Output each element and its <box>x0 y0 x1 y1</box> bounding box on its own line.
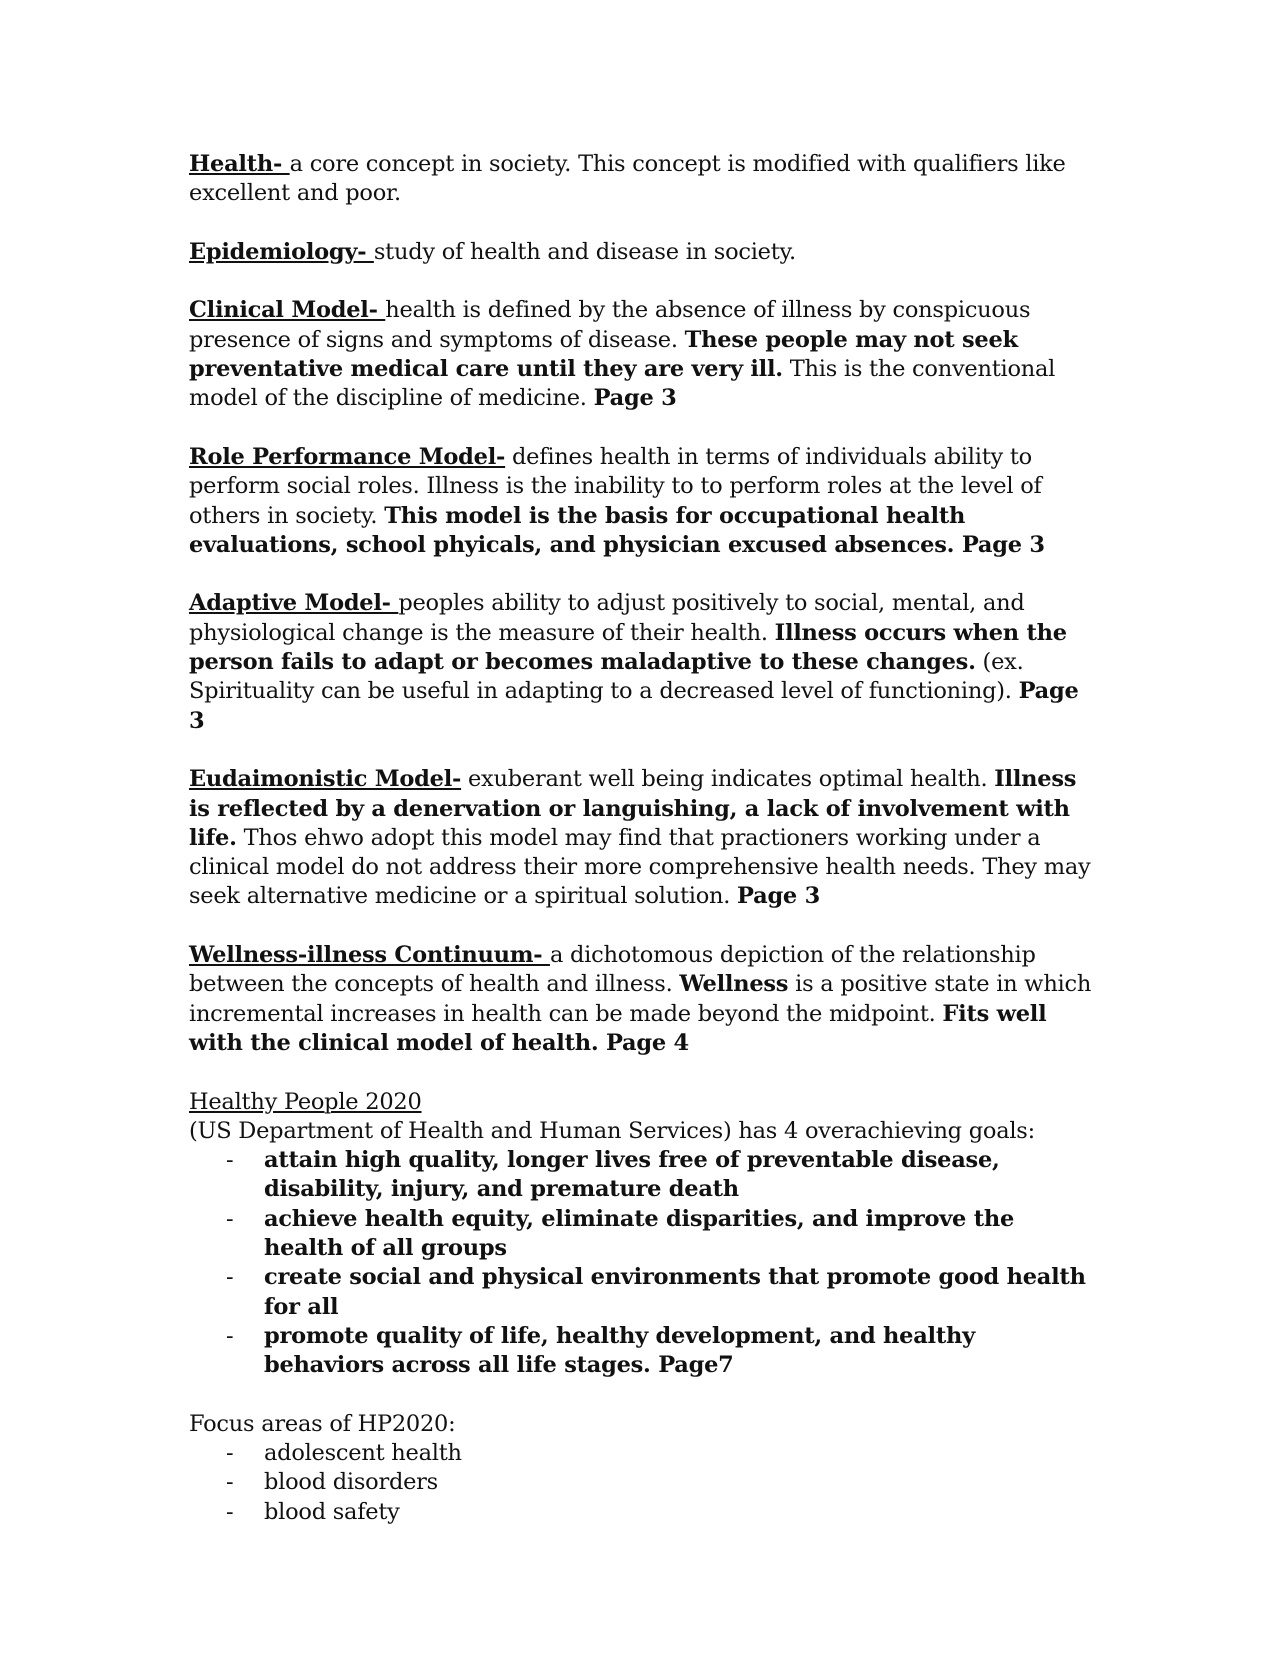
epidemiology-definition <box>189 238 1099 267</box>
dash-bullet: - <box>226 1264 234 1291</box>
goal-text: create social and physical environments that promote good health for all <box>264 1264 1086 1320</box>
list-item <box>189 1322 1099 1381</box>
focus-area-text: adolescent health <box>264 1440 462 1467</box>
health-definition <box>189 150 1099 209</box>
list-item <box>189 1146 1099 1205</box>
list-item <box>189 1498 1099 1527</box>
document-body <box>189 150 1099 1556</box>
adaptive-bold-1: Illness occurs when the person fails to adapt or becomes maladaptive to these changes. <box>189 619 1067 676</box>
list-item <box>189 1205 1099 1264</box>
dash-bullet: - <box>226 1147 234 1174</box>
clinical-model-definition <box>189 296 1099 413</box>
term-role-performance-model: Role Performance Model- <box>189 443 506 470</box>
adaptive-text-2: (ex. Spirituality can be useful in adapting to a decreased level of functioning). <box>189 649 1024 705</box>
list-item <box>189 1439 1099 1468</box>
dash-bullet: - <box>226 1322 234 1349</box>
eudaimonistic-bold-1: Illness is reflected by a denervation or languishing, a lack of involvement with life. <box>189 766 1077 851</box>
wellness-illness-continuum-definition <box>189 941 1099 1058</box>
list-item <box>189 1468 1099 1497</box>
term-adaptive-model: Adaptive Model- <box>189 590 399 617</box>
focus-area-text: blood disorders <box>264 1469 438 1496</box>
eudaimonistic-text-1: exuberant well being indicates optimal health. <box>461 766 995 793</box>
clinical-text-2: This is the conventional model of the discipline of medicine. <box>189 356 1056 412</box>
adaptive-text-1: peoples ability to adjust positively to social, mental, and physiological change is the measure of their health. <box>189 590 1025 646</box>
eudaimonistic-text-2: Thos ehwo adopt this model may find that practioners working under a clinical model do not address their more comprehensive health needs. They may seek alternative medicine or a spiritual solution. <box>189 824 1091 910</box>
eudaimonistic-model-definition <box>189 765 1099 911</box>
term-health: Health- <box>189 151 290 177</box>
term-epidemiology: Epidemiology- <box>189 238 374 265</box>
goal-text: promote quality of life, healthy development, and healthy behaviors across all life stages. Page7 <box>264 1322 975 1379</box>
clinical-text-1: health is defined by the absence of illness by conspicuous presence of signs and symptoms of disease. <box>189 297 1031 353</box>
role-bold-1: This model is the basis for occupational health evaluations, school phyicals, and physician excused absences. Page 3 <box>189 502 1045 558</box>
hp2020-intro: (US Department of Health and Human Services) has 4 overachieving goals: <box>189 1117 1035 1144</box>
continuum-bold-1: Wellness <box>679 971 789 998</box>
focus-area-text: blood safety <box>264 1498 400 1525</box>
clinical-page-ref: Page 3 <box>593 385 677 412</box>
role-text-1: defines health in terms of individuals ability to perform social roles. Illness is the inability to to perform roles at the level of others in society. <box>189 443 1042 529</box>
healthy-people-2020-section <box>189 1088 1099 1381</box>
focus-areas-section <box>189 1410 1099 1527</box>
clinical-bold-1: These people may not seek preventative medical care until they are very ill. <box>189 326 1018 383</box>
focus-areas-list <box>189 1439 1099 1527</box>
goal-text: achieve health equity, eliminate disparities, and improve the health of all groups <box>264 1205 1015 1261</box>
dash-bullet: - <box>226 1469 234 1496</box>
eudaimonistic-page-ref: Page 3 <box>737 883 820 910</box>
epidemiology-text: study of health and disease in society. <box>373 238 796 265</box>
hp2020-heading: Healthy People 2020 <box>189 1088 422 1115</box>
adaptive-model-definition <box>189 589 1099 735</box>
continuum-text-2: is a positive state in which incremental increases in health can be made beyond the midpoint. <box>189 971 1092 1027</box>
adaptive-page-ref: Page 3 <box>189 678 1079 734</box>
goal-text: attain high quality, longer lives free of preventable disease, disability, injury, and premature death <box>264 1147 1000 1203</box>
continuum-text-1: a dichotomous depiction of the relationship between the concepts of health and illness. <box>189 942 1036 998</box>
dash-bullet: - <box>226 1440 234 1467</box>
term-eudaimonistic-model: Eudaimonistic Model- <box>189 766 462 793</box>
focus-areas-title: Focus areas of HP2020: <box>189 1410 456 1437</box>
term-clinical-model: Clinical Model- <box>189 297 386 324</box>
term-wellness-illness-continuum: Wellness-illness Continuum- <box>189 942 550 969</box>
role-performance-model-definition <box>189 443 1099 560</box>
dash-bullet: - <box>226 1205 234 1232</box>
health-text: a core concept in society. This concept is modified with qualifiers like excellent and poor. <box>189 151 1066 207</box>
continuum-bold-2: Fits well with the clinical model of health. Page 4 <box>189 1000 1047 1056</box>
hp2020-goals-list <box>189 1146 1099 1380</box>
dash-bullet: - <box>226 1498 234 1525</box>
list-item <box>189 1263 1099 1322</box>
